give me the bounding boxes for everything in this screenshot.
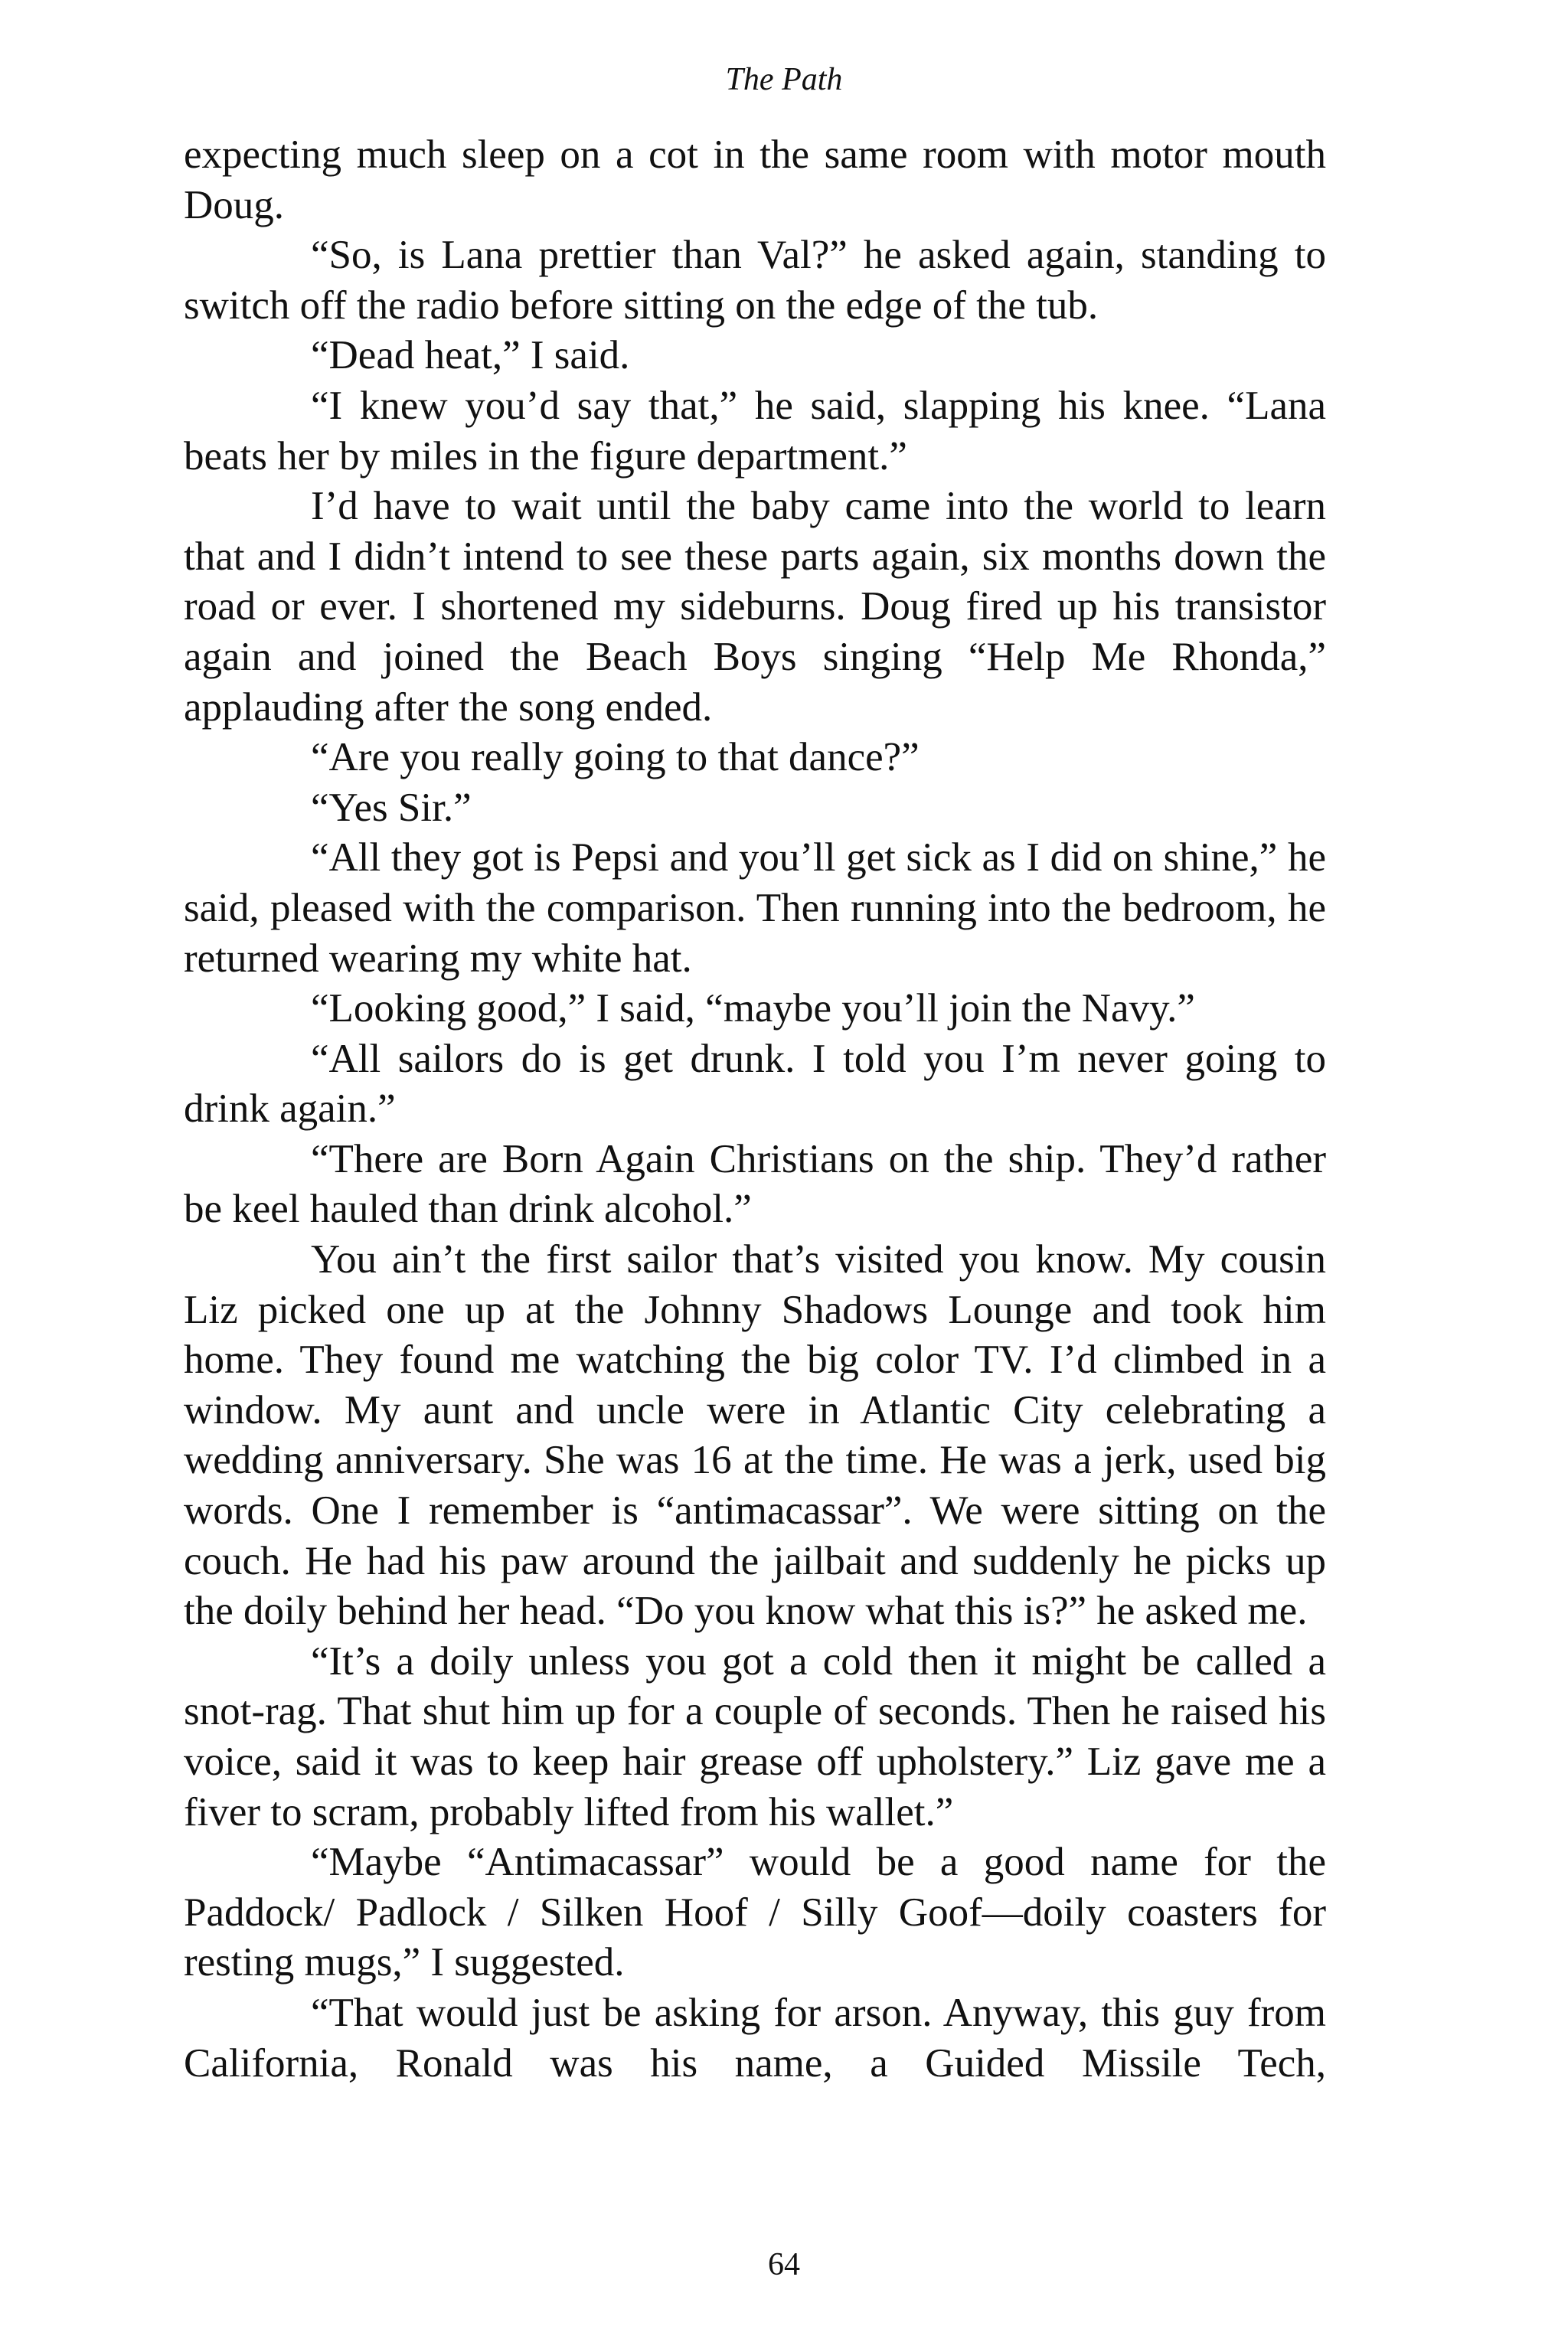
page-number: 64 xyxy=(768,2247,800,2282)
paragraph: “All sailors do is get drunk. I told you I’m never going to drink again.” xyxy=(184,1036,1326,1132)
paragraph: “Yes Sir.” xyxy=(311,785,472,830)
paragraph: You ain’t the first sailor that’s visited you know. My cousin Liz picked one up at the Johnny Shadows Lounge and took him home. They found me watching the big color TV. I’d climbed in a window. My aunt and uncle were in Atlantic City celebrating a wedding anniversary. She was 16 at the time. He was a jerk, used big words. One I remember is “antimacassar”. We were sitting on the couch. He had his paw around the jailbait and suddenly he picks up the doily behind her head. “Do you know what this is?” he asked me. xyxy=(184,1237,1326,1634)
body-text xyxy=(184,130,1326,2089)
paragraph: “All they got is Pepsi and you’ll get sick as I did on shine,” he said, pleased with the comparison. Then running into the bedroom, he returned wearing my white hat. xyxy=(184,835,1326,981)
paragraph: “Maybe “Antimacassar” would be a good name for the Paddock/ Padlock / Silken Hoof / Silly Goof—doily coasters for resting mugs,” I suggested. xyxy=(184,1840,1326,1985)
paragraph: “There are Born Again Christians on the ship. They’d rather be keel hauled than drink alcohol.” xyxy=(184,1136,1326,1232)
paragraph: I’d have to wait until the baby came into the world to learn that and I didn’t intend to see these parts again, six months down the road or ever. I shortened my sideburns. Doug fired up his transistor again and joined the Beach Boys singing “Help Me Rhonda,” applauding after the song ended. xyxy=(184,484,1326,730)
paragraph: “It’s a doily unless you got a cold then it might be called a snot-rag. That shut him up for a couple of seconds. Then he raised his voice, said it was to keep hair grease off upholstery.” Liz gave me a fiver to scram, probably lifted from his wallet.” xyxy=(184,1638,1326,1834)
running-title: The Path xyxy=(725,62,843,97)
paragraph: “That would just be asking for arson. Anyway, this guy from California, Ronald was his name, a Guided Missile Tech, xyxy=(184,1990,1326,2086)
paragraph: “Looking good,” I said, “maybe you’ll join the Navy.” xyxy=(311,986,1195,1031)
paragraph: “So, is Lana prettier than Val?” he asked again, standing to switch off the radio before sitting on the edge of the tub. xyxy=(184,233,1326,328)
paragraph: “Dead heat,” I said. xyxy=(311,333,630,378)
paragraph: expecting much sleep on a cot in the same room with motor mouth Doug. xyxy=(184,132,1326,227)
paragraph: “I knew you’d say that,” he said, slapping his knee. “Lana beats her by miles in the figure department.” xyxy=(184,383,1326,479)
paragraph: “Are you really going to that dance?” xyxy=(311,735,920,780)
